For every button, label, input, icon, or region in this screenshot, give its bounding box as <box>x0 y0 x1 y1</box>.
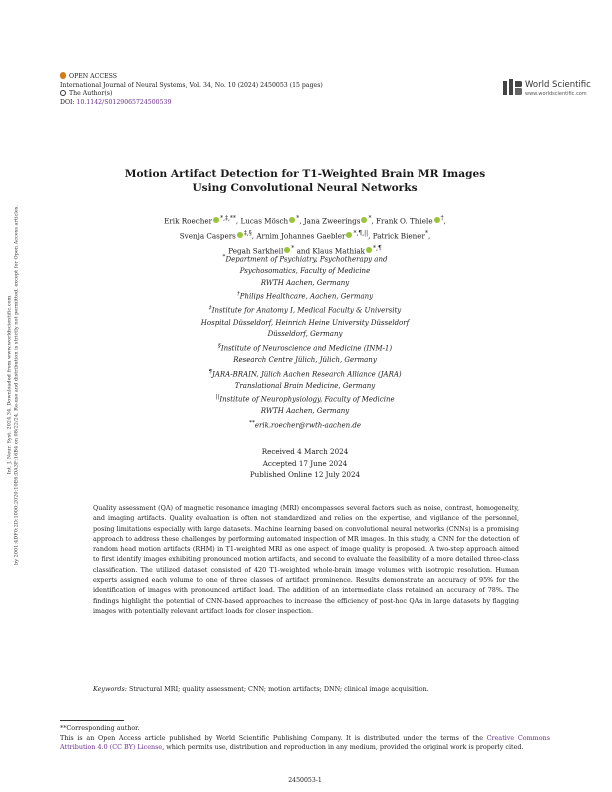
article-title <box>60 167 550 195</box>
author-name: Pegah Sarkheil <box>228 246 284 256</box>
orcid-icon[interactable] <box>361 217 367 223</box>
open-access-row <box>60 72 323 82</box>
publisher-url: www.worldscientific.com <box>525 91 587 97</box>
affiliation-marker: † <box>236 291 240 298</box>
corresponding-author-note: **Corresponding author. <box>60 724 140 732</box>
affiliation <box>70 367 540 393</box>
affiliation-line: Düsseldorf, Germany <box>267 330 343 339</box>
footnote-rule <box>60 720 124 721</box>
author-line1: Erik Roecher *,‡,**, Lucas Mösch *, Jana Zweerings *, Frank O. Thiele †, <box>164 215 446 226</box>
download-notice <box>7 150 20 620</box>
world-scientific-logo-icon <box>502 78 522 98</box>
corresponding-email[interactable] <box>70 418 540 432</box>
doi-row <box>60 99 323 108</box>
affiliation-line: ||Institute of Neurophysiology, Faculty of Medicine <box>215 394 395 404</box>
journal-citation: International Journal of Neural Systems, Vol. 34, No. 10 (2024) 2450053 (15 pages) <box>60 81 323 89</box>
author-name: and Klaus Mathiak <box>294 246 366 256</box>
journal-header <box>60 72 323 107</box>
author-affil-marker: * <box>368 215 372 222</box>
affiliation-line: *Department of Psychiatry, Psychotherapy and <box>222 254 388 264</box>
affiliation-line: Psychosomatics, Faculty of Medicine <box>239 267 371 276</box>
orcid-icon[interactable] <box>346 232 352 238</box>
affiliation-line: Hospital Düsseldorf, Heinrich Heine University Düsseldorf <box>200 318 410 327</box>
author-affil-marker: * <box>424 229 428 237</box>
author-affil-marker: *,¶,|| <box>353 229 369 237</box>
footnotes <box>60 724 550 753</box>
author-name: Erik Roecher <box>164 216 213 226</box>
open-access-lock-icon <box>60 72 66 79</box>
license-note: This is an Open Access article published by World Scientific Publishing Company. It is distributed under the terms of the Creative Commons Attribution 4.0 (CC BY) License, which permits use, distribution and reproduction in any medium, provided the original work is properly cited. <box>60 733 550 752</box>
affiliation-line: RWTH Aachen, Germany <box>260 407 350 416</box>
keywords-text: Structural MRI; quality assessment; CNN; motion artifacts; DNN; clinical image acquisition. <box>126 685 429 693</box>
download-notice-line1: Int. J. Neur. Syst. 2024.34. Downloaded from www.worldscientific.com <box>6 295 13 475</box>
publisher-name: World Scientific <box>525 80 591 90</box>
affiliation <box>70 341 540 367</box>
title-line2: Using Convolutional Neural Networks <box>192 182 418 194</box>
title-line1: Motion Artifact Detection for T1-Weighted Brain MR Images <box>124 168 486 180</box>
author-affil-marker: * <box>291 244 295 252</box>
page-number: 2450053-1 <box>288 777 322 784</box>
email-marker: ** <box>249 420 255 427</box>
affiliation-marker: § <box>217 342 221 349</box>
affiliation-line: Translational Brain Medicine, Germany <box>234 381 376 390</box>
orcid-icon[interactable] <box>434 217 440 223</box>
copyright-icon <box>60 90 66 96</box>
affiliation-line: §Institute of Neuroscience and Medicine (INM-1) <box>217 342 393 353</box>
affiliation <box>70 289 540 303</box>
affiliation-list <box>70 252 540 432</box>
author-name: , Jana Zweerings <box>299 216 361 226</box>
affiliation-line: †Philips Healthcare, Aachen, Germany <box>236 291 374 301</box>
author-line2: Svenja Caspers ‡,§, Arnim Johannes Gaebler *,¶,||, Patrick Biener*, <box>179 229 431 241</box>
affiliation-line: ¶JARA-BRAIN, Jülich Aachen Research Alliance (JARA) <box>208 368 402 378</box>
keywords-label: Keywords: <box>93 685 127 693</box>
orcid-icon[interactable] <box>289 217 295 223</box>
received-date: Received 4 March 2024 <box>261 447 349 456</box>
author-name: , Patrick Biener <box>368 231 425 241</box>
publisher-logo[interactable] <box>502 78 612 102</box>
doi-label: DOI: <box>60 98 75 106</box>
author-name: , Frank O. Thiele <box>371 216 433 226</box>
author-name: Svenja Caspers <box>179 231 236 241</box>
orcid-icon[interactable] <box>237 232 243 238</box>
affiliation <box>70 303 540 340</box>
author-affil-marker: ‡,§ <box>243 229 252 237</box>
author-list <box>70 213 540 258</box>
open-access-label: OPEN ACCESS <box>69 73 117 80</box>
author-affil-marker: *,‡,** <box>220 215 236 222</box>
author-affil-marker: * <box>296 215 300 222</box>
affiliation-line: Research Centre Jülich, Jülich, Germany <box>233 355 377 364</box>
affiliation-marker: * <box>222 254 226 260</box>
abstract: Quality assessment (QA) of magnetic resonance imaging (MRI) encompasses several factors such as noise, contrast, homogeneity, and imaging artifacts. Quality evaluation is often not standardized and relies on the expertise, and vigilance of the personnel, posing limitations especially with large datasets. Machine learning based on convolutional neural networks (CNNs) is a promising approach to address these challenges by performing automated inspection of MR images. In this study, a CNN for the detection of random head motion artifacts (RHM) in T1-weighted MRI as one aspect of image quality is proposed. A two-step approach aimed to first identify images exhibiting pronounced motion artifacts, and second to evaluate the feasibility of a more detailed three-class classification. The utilized dataset consisted of 420 T1-weighted whole-brain image volumes with isotropic resolution. Human experts assigned each volume to one of three classes of artifact prominence. Results demonstrate an accuracy of 95% for the identification of images with pronounced artifact load. The addition of an intermediate class retained an accuracy of 78%. The findings highlight the potential of CNN-based approaches to increase the efficiency of post-hoc QAs in large datasets by flagging images with potentially relevant artifact loads for closer inspection. <box>93 504 519 615</box>
accepted-date: Accepted 17 June 2024 <box>262 458 348 468</box>
copyright-text: The Author(s) <box>69 90 113 98</box>
affiliation <box>70 392 540 418</box>
doi-link[interactable]: 10.1142/S0129065724500539 <box>76 98 172 106</box>
copyright-row <box>60 90 323 99</box>
affiliation <box>70 252 540 289</box>
affiliation-marker: || <box>215 394 220 401</box>
affiliation-marker: ¶ <box>208 368 213 375</box>
author-affil-marker: *,¶ <box>373 244 382 252</box>
affiliation-line: ‡Institute for Anatomy I, Medical Faculty & University <box>208 305 402 315</box>
publication-dates <box>70 446 540 481</box>
affiliation-marker: ‡ <box>208 305 212 312</box>
download-sidebar <box>0 150 26 620</box>
keywords <box>93 684 519 694</box>
affiliation-line: RWTH Aachen, Germany <box>260 278 350 287</box>
license-link[interactable]: Creative Commons Attribution 4.0 (CC BY) License <box>60 733 550 752</box>
author-name: , Lucas Mösch <box>235 216 289 226</box>
author-name: , Arnim Johannes Gaebler <box>251 231 346 241</box>
email-address[interactable]: erik.roecher@rwth-aachen.de <box>254 421 361 430</box>
published-date: Published Online 12 July 2024 <box>249 470 361 479</box>
orcid-icon[interactable] <box>213 217 219 223</box>
download-notice-line2: by 2001:4DF0:2D:1000:2020:10E6:DA3F:16B4 on 08/22/24. Re-use and distribution is strictly not permitted, except for Open Access articles. <box>13 205 19 565</box>
author-affil-marker: † <box>440 215 444 222</box>
